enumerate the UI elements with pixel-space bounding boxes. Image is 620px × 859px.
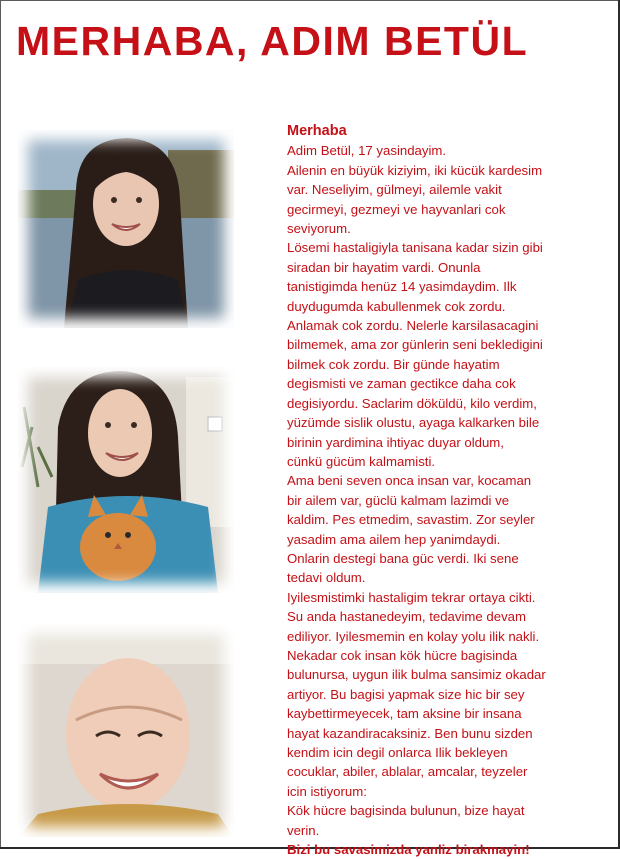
text-line: bilmemek, ama zor günlerin seni bekledigini (287, 337, 543, 353)
text-line: duydugumda kabullenmek cok zordu. (287, 298, 506, 314)
text-line: cocuklar, abiler, ablalar, amcalar, teyzeler (287, 764, 528, 780)
text-line: bilmek cok zordu. Bir günde hayatim (287, 356, 500, 372)
text-line: hayat kazandiracaksiniz. Ben bunu sizden (287, 725, 533, 741)
text-line: tanistigimda henüz 14 yasimdaydim. Ilk (287, 279, 517, 295)
text-line: yüzümde sislik olustu, ayaga kalkarken bile (287, 415, 540, 431)
text-line: Anlamak cok zordu. Nelerle karsilasacagini (287, 318, 539, 334)
letter-heading: Merhaba (287, 123, 347, 139)
text-line: kaldim. Pes etmedim, savastim. Zor seyler (287, 512, 535, 528)
text-line: Iyilesmistimki hastaligim tekrar ortaya cikti. (287, 589, 536, 605)
text-line: Lösemi hastaligiyla tanisana kadar sizin gibi (287, 240, 543, 256)
text-line: artiyor. Bu bagisi yapmak size hic bir sey (287, 686, 525, 702)
bald-girl-smiling-photo (18, 624, 234, 837)
letter-body (287, 141, 587, 840)
text-line: kendim icin degil onlarca Ilik bekleyen (287, 745, 508, 760)
text-line: cünkü gücüm kalmamisti. (287, 453, 436, 469)
text-line: Adim Betül, 17 yasindayim. (287, 143, 447, 159)
text-line: Su anda hastanedeyim, tedavime devam (287, 609, 526, 625)
text-line: bulunursa, uygun ilik bulma sansimiz okadar (287, 667, 546, 683)
closing-line: Bizi bu savasimizda yanliz birakmayin! (287, 842, 530, 858)
text-line: Kök hücre bagisinda bulunun, bize hayat (287, 803, 525, 819)
text-line: Ailenin en büyük kiziyim, iki kücük kardesim (287, 162, 543, 178)
text-line: degisiyordu. Saclarim döküldü, kilo verdim, (287, 395, 537, 411)
text-line: yasadim ama ailem hep yanimdaydi. (287, 531, 501, 547)
text-line: kaybettirmeyecek, tam aksine bir insana (287, 706, 522, 722)
text-line: verin. (287, 822, 320, 838)
text-line: seviyorum. (287, 221, 351, 237)
girl-holding-orange-cat-photo (18, 367, 234, 593)
girl-with-long-hair-by-lake-photo (18, 130, 234, 328)
text-line: tedavi oldum. (287, 570, 366, 586)
text-line: icin istiyorum: (287, 783, 367, 799)
text-line: Onlarin destegi bana güc verdi. Iki sene (287, 550, 519, 566)
text-line: siradan bir hayatim vardi. Onunla (287, 259, 481, 275)
letter-text (287, 122, 587, 859)
text-line: gecirmeyi, gezmeyi ve hayvanlari cok (287, 201, 506, 217)
text-line: birinin yardimina ihtiyac duyar oldum, (287, 434, 504, 450)
text-line: var. Neseliyim, gülmeyi, ailemle vakit (287, 182, 502, 198)
text-line: bir ailem var, güclü kalmam lazimdi ve (287, 492, 510, 508)
text-line: degismisti ve zaman gectikce daha cok (287, 376, 516, 392)
page-title: MERHABA, ADIM BETÜL (16, 18, 529, 64)
text-line: Ama beni seven onca insan var, kocaman (287, 473, 532, 489)
text-line: ediliyor. Iyilesmemin en kolay yolu ilik nakli. (287, 628, 540, 644)
text-line: Nekadar cok insan kök hücre bagisinda (287, 647, 518, 663)
